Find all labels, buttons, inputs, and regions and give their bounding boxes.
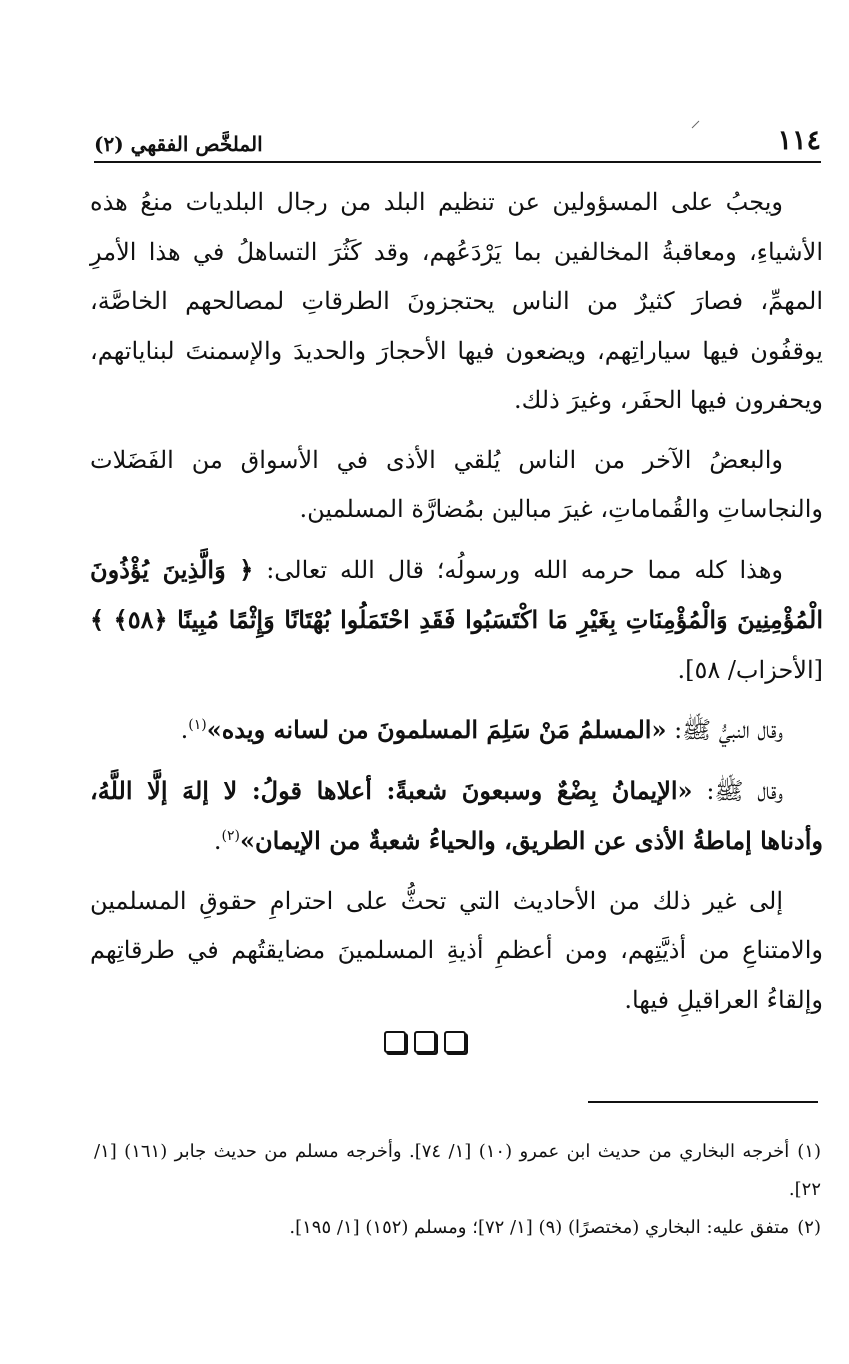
section-end-marks: [0, 1031, 849, 1053]
footnotes: [94, 1133, 821, 1247]
footnote-separator: [588, 1101, 818, 1103]
paragraph-hadith-1: [90, 705, 823, 756]
paragraph-municipalities: ويجبُ على المسؤولين عن تنظيم البلد من رجال البلديات منعُ هذه الأشياءِ، ومعاقبةُ المخالفين بما يَرْدَعُهم، وقد كَثُرَ التساهلُ في هذا الأمرِ المهمِّ، فصارَ كثيرٌ من الناس يحتجزونَ الطرقاتِ لمصالحهم الخاصَّة، يوقفُون فيها سياراتِهم، ويضعون فيها الأحجارَ والحديدَ والإسمنتَ لبناياتهم، ويحفرون فيها الحفَر، وغيرَ ذلك.: [90, 188, 823, 414]
footnote-2-text: متفق عليه: البخاري (مختصرًا) (٩) [١/ ٧٢]؛ ومسلم (١٥٢) [١/ ١٩٥].: [289, 1217, 790, 1238]
paragraph-conclusion: إلى غير ذلك من الأحاديث التي تحثُّ على احترامِ حقوقِ المسلمين والامتناعِ من أذيَّتِهم، ومن أعظمِ أذيةِ المسلمينَ مضايقتُهم في طرقاتِهم وإلقاءُ العراقيلِ فيها.: [90, 886, 823, 1014]
hadith-1-intro: وقال النبيُّ ﷺ:: [666, 716, 783, 744]
footnote-2-number: (٢): [797, 1217, 821, 1238]
footnote-ref-2[interactable]: (٢): [221, 828, 240, 844]
paragraph-quran-citation: [90, 545, 823, 696]
page-number: ١١٤: [777, 125, 821, 156]
hadith-2-intro: وقال ﷺ:: [692, 776, 783, 805]
hadith-2-text: «الإيمانُ بِضْعٌ وسبعونَ شعبةً: أعلاها قولُ: لا إلهَ إلَّا اللَّهُ، وأدناها إماطةُ الأذى عن الطريق، والحياءُ شعبةٌ من الإيمان»: [90, 775, 823, 855]
main-text: [90, 178, 823, 1025]
footnote-1-text: أخرجه البخاري من حديث ابن عمرو (١٠) [١/ ٧٤]. وأخرجه مسلم من حديث جابر (١٦١) [١/ ٢٢].: [94, 1141, 821, 1200]
header-rule: [94, 161, 821, 163]
paragraph-hadith-2: [90, 766, 823, 867]
footnote-1-number: (١): [797, 1141, 821, 1162]
hadith-1-text: «المسلمُ مَنْ سَلِمَ المسلمونَ من لسانه ويده»: [206, 715, 667, 744]
quran-intro: وهذا كله مما حرمه الله ورسولُه؛ قال الله تعالى:: [253, 555, 783, 584]
footnote-2: [94, 1209, 821, 1247]
square-box-icon: [414, 1031, 436, 1053]
hadith-2-end: .: [213, 827, 222, 855]
quran-verse: ﴿ وَالَّذِينَ يُؤْذُونَ الْمُؤْمِنِينَ وَالْمُؤْمِنَاتِ بِغَيْرِ مَا اكْتَسَبُوا فَقَدِ احْتَمَلُوا بُهْتَانًا وَإِثْمًا مُبِينًا ﴿٥٨﴾ ﴾: [90, 554, 824, 634]
footnote-ref-1[interactable]: (١): [188, 717, 207, 733]
square-box-icon: [444, 1031, 466, 1053]
hadith-1-end: .: [180, 716, 189, 744]
footnote-1: [94, 1133, 821, 1209]
square-box-icon: [384, 1031, 406, 1053]
print-speck-icon: [690, 118, 702, 130]
quran-reference: [الأحزاب/ ٥٨].: [677, 655, 823, 684]
page-header: [94, 118, 821, 154]
paragraph-waste: والبعضُ الآخر من الناس يُلقي الأذى في الأسواق من الفَضَلات والنجاساتِ والقُماماتِ، غيرَ مبالين بمُضارَّة المسلمين.: [90, 445, 823, 523]
book-title: الملخَّص الفقهي (٢): [94, 132, 263, 156]
